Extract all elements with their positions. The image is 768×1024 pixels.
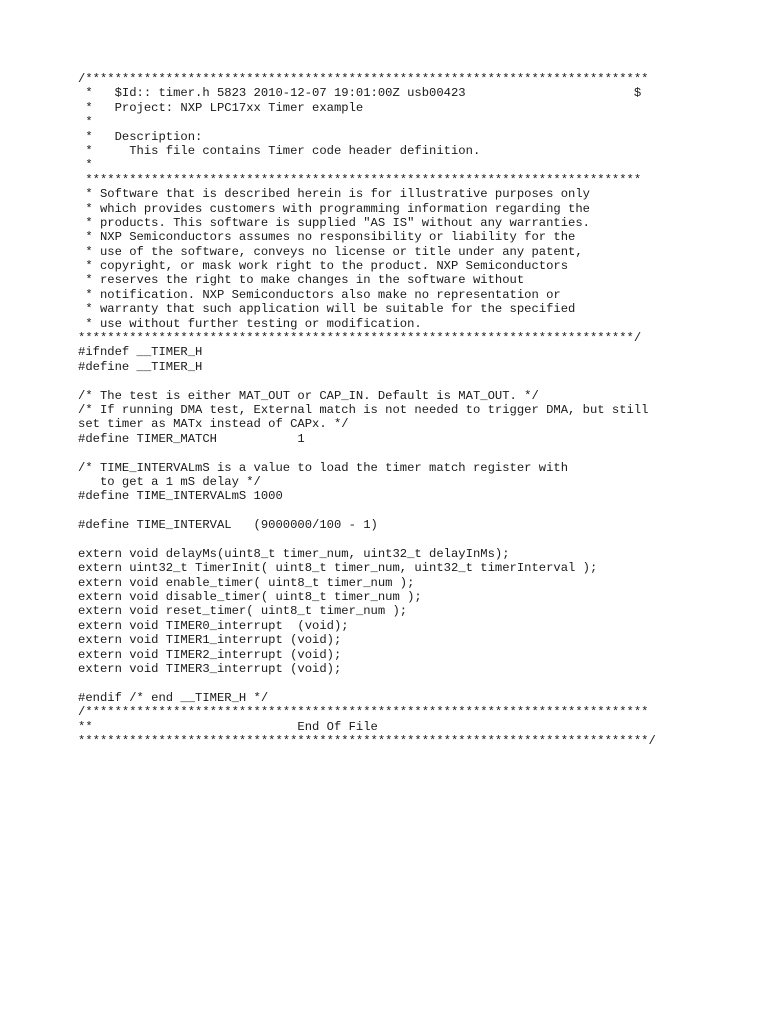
code-line: #endif /* end __TIMER_H */ <box>78 690 269 705</box>
code-line: * Software that is described herein is for illustrative purposes only <box>78 187 590 202</box>
code-line: * warranty that such application will be suitable for the specified <box>78 302 576 317</box>
code-line: * NXP Semiconductors assumes no responsibility or liability for the <box>78 230 576 245</box>
code-line: #define TIME_INTERVAL (9000000/100 - 1) <box>78 518 378 533</box>
code-line: ** End Of File <box>78 719 378 734</box>
code-line: /* If running DMA test, External match is not needed to trigger DMA, but still <box>78 402 649 417</box>
code-line: extern void reset_timer( uint8_t timer_num ); <box>78 604 408 619</box>
code-line: * products. This software is supplied "AS IS" without any warranties. <box>78 215 590 230</box>
code-line: * <box>78 115 93 130</box>
code-line: * <box>78 158 93 173</box>
code-line: * $Id:: timer.h 5823 2010-12-07 19:01:00Z usb00423 $ <box>78 86 642 101</box>
code-line: **************************************************************************** <box>78 172 642 187</box>
code-line: /***************************************************************************** <box>78 705 649 720</box>
code-line: extern void TIMER0_interrupt (void); <box>78 618 349 633</box>
code-line: #define __TIMER_H <box>78 359 203 374</box>
code-line: /***************************************************************************** <box>78 72 649 86</box>
code-line: extern void TIMER2_interrupt (void); <box>78 647 342 662</box>
code-line: extern void TIMER3_interrupt (void); <box>78 662 342 677</box>
code-line: extern void TIMER1_interrupt (void); <box>78 633 342 648</box>
code-line: * notification. NXP Semiconductors also make no representation or <box>78 287 561 302</box>
code-line <box>78 676 718 690</box>
code-line: * reserves the right to make changes in the software without <box>78 273 525 288</box>
code-line: to get a 1 mS delay */ <box>78 474 261 489</box>
code-line: * copyright, or mask work right to the product. NXP Semiconductors <box>78 259 569 274</box>
code-line: extern void disable_timer( uint8_t timer_num ); <box>78 590 422 605</box>
code-line: #define TIMER_MATCH 1 <box>78 431 305 446</box>
code-line <box>78 446 718 460</box>
code-line <box>78 374 718 388</box>
code-line: * which provides customers with programming information regarding the <box>78 201 590 216</box>
code-line: * use of the software, conveys no license or title under any patent, <box>78 244 583 259</box>
code-line: set timer as MATx instead of CAPx. */ <box>78 417 349 432</box>
code-line: ******************************************************************************/ <box>78 733 656 748</box>
code-line: #define TIME_INTERVALmS 1000 <box>78 489 283 504</box>
code-line: extern void enable_timer( uint8_t timer_num ); <box>78 575 415 590</box>
code-line <box>78 533 718 547</box>
code-line: * Project: NXP LPC17xx Timer example <box>78 100 364 115</box>
code-listing <box>78 72 718 748</box>
code-line: #ifndef __TIMER_H <box>78 345 203 360</box>
code-line: * use without further testing or modification. <box>78 316 422 331</box>
code-line: extern uint32_t TimerInit( uint8_t timer_num, uint32_t timerInterval ); <box>78 561 598 576</box>
code-line: /* The test is either MAT_OUT or CAP_IN. Default is MAT_OUT. */ <box>78 388 539 403</box>
code-line: extern void delayMs(uint8_t timer_num, uint32_t delayInMs); <box>78 546 510 561</box>
code-line: ****************************************************************************/ <box>78 331 642 346</box>
code-line <box>78 504 718 518</box>
code-line: /* TIME_INTERVALmS is a value to load the timer match register with <box>78 460 569 475</box>
code-line: * Description: <box>78 129 203 144</box>
code-line: * This file contains Timer code header definition. <box>78 143 481 158</box>
